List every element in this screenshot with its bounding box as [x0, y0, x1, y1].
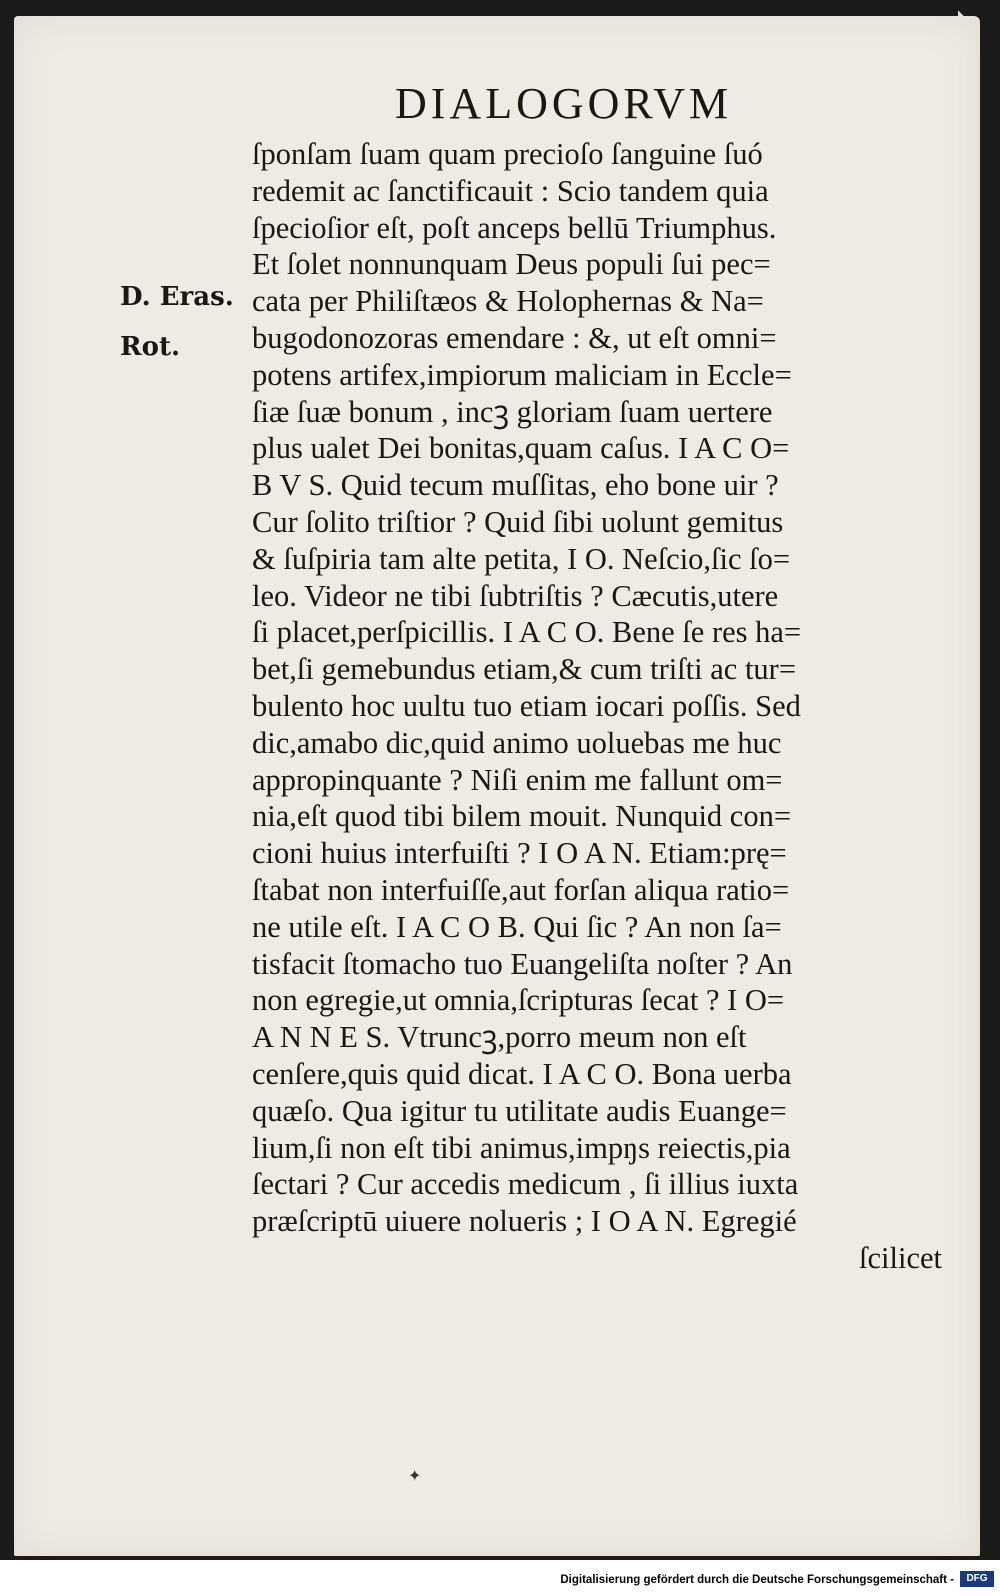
text-line: potens artifex,impiorum maliciam in Eccle=	[252, 357, 792, 392]
text-line: cioni huius interfuiſti ? I O A N. Etiam:prę=	[252, 836, 787, 871]
text-line: tisfacit ſtomacho tuo Euangeliſta noſter ? An	[252, 946, 793, 981]
text-line: quæſo. Qua igitur tu utilitate audis Euange=	[252, 1093, 787, 1128]
marginal-note	[120, 272, 234, 372]
text-line: Cur ſolito triſtior ? Quid ſibi uolunt gemitus	[252, 504, 784, 539]
text-line: nia,eſt quod tibi bilem mouit. Nunquid con=	[252, 799, 792, 834]
text-line: & ſuſpiria tam alte petita, I O. Neſcio,ſic ſo=	[252, 541, 791, 576]
page-corner-mark: ◣	[958, 6, 972, 27]
text-line: bugodonozoras emendare : &, ut eſt omni=	[252, 320, 777, 355]
text-line: ne utile eſt. I A C O B. Qui ſic ? An non ſa=	[252, 909, 782, 944]
funding-credit: Digitalisierung gefördert durch die Deutsche Forschungsgemeinschaft -	[560, 1574, 954, 1586]
text-line: lium,ſi non eſt tibi animus,impŋs reiectis,pia	[252, 1130, 791, 1165]
text-line: B V S. Quid tecum muſſitas, eho bone uir ?	[252, 468, 779, 503]
text-line: ſtabat non interfuiſſe,aut forſan aliqua ratio=	[252, 872, 790, 907]
text-line: ſiæ ſuæ bonum , incꝫ gloriam ſuam uertere	[252, 394, 773, 429]
marginal-note-line: D. Eras.	[120, 282, 234, 312]
text-line: cata per Philiſtæos & Holophernas & Na=	[252, 284, 764, 319]
text-line: leo. Videor ne tibi ſubtriſtis ? Cæcutis,utere	[252, 578, 779, 613]
running-header: DIALOGORVM	[395, 79, 733, 128]
text-line: ſpecioſior eſt, poſt anceps bellū Triumphus.	[252, 210, 777, 245]
dfg-logo: DFG	[960, 1571, 994, 1587]
text-line: non egregie,ut omnia,ſcripturas ſecat ? I O=	[252, 983, 785, 1018]
text-line: Et ſolet nonnunquam Deus populi ſui pec=	[252, 247, 771, 282]
text-line: bet,ſi gemebundus etiam,& cum triſti ac tur=	[252, 652, 797, 687]
text-line: cenſere,quis quid dicat. I A C O. Bona uerba	[252, 1056, 792, 1091]
main-text-block	[252, 136, 972, 1277]
text-line: ſi placet,perſpicillis. I A C O. Bene ſe res ha=	[252, 615, 802, 650]
ink-speck: ✦	[408, 1466, 422, 1485]
text-line: A N N E S. Vtruncꝫ,porro meum non eſt	[252, 1020, 747, 1055]
digitization-footer	[0, 1560, 1000, 1596]
catchword: ſcilicet	[859, 1240, 942, 1275]
text-line: præſcriptū uiuere nolueris ; I O A N. Egregié	[252, 1204, 797, 1239]
text-line: ſponſam ſuam quam precioſo ſanguine ſuó	[252, 137, 763, 171]
text-line: appropinquante ? Niſi enim me fallunt om=	[252, 762, 783, 797]
text-line: ſectari ? Cur accedis medicum , ſi illius iuxta	[252, 1167, 799, 1202]
text-line: dic,amabo dic,quid animo uoluebas me huc	[252, 725, 782, 760]
marginal-note-line: Rot.	[120, 332, 181, 362]
text-line: redemit ac ſanctificauit : Scio tandem quia	[252, 173, 769, 208]
text-line: plus ualet Dei bonitas,quam caſus. I A C O=	[252, 431, 790, 466]
text-line: bulento hoc uultu tuo etiam iocari poſſis. Sed	[252, 688, 801, 723]
